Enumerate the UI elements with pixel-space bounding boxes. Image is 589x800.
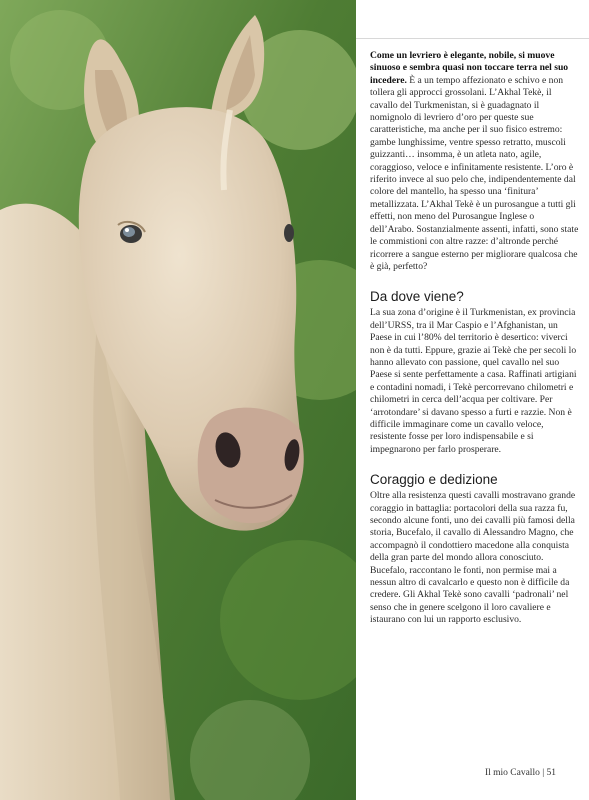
intro-body: È a un tempo affezionato e schivo e non tollera gli approcci grossolani. L’Akhal Tekè, il cavallo del Turkmenistan, si è guadagnato il nomignolo di levriero d’oro per queste sue caratteristiche, ma anche per il suo fisico estremo: gambe lunghissime, ventre spesso retratto, muscoli guizzanti… insomma, è un atleta nato, agile, coraggioso, veloce e infinitamente resistente. L’oro è riferito invece al suo pelo che, indipendentemente dal colore del mantello, ha spesso una ‘finitura’ metallizzata. L’Akhal Tekè è un purosangue a tutti gli effetti, non meno del Purosangue Inglese o dell’Arabo. Sostanzialmente assenti, infatti, sono state le commistioni con altre razze: d’altronde perché ricorrere a sangue esterno per migliorare qualcosa che è già, perfetto?: [370, 74, 579, 272]
article-column: [370, 50, 580, 627]
page-number: 51: [546, 768, 556, 778]
section-heading-origin: Da dove viene?: [370, 289, 464, 305]
section-paragraph-origin: La sua zona d’origine è il Turkmenistan, ex provincia dell’URSS, tra il Mar Caspio e l’Afghanistan, un Paese in cui l’80% del territorio è desertico: viverci non è da tutti. Eppure, grazie ai Tekè che per secoli lo hanno allevato con passione, quel cavallo nel suo Paese si sente perfettamente a casa. Raffinati artigiani e contadini nomadi, i Tekè percorrevano chilometri e chilometri in cerca dell’acqua per coltivare. Per ‘arrotondare’ si davano spesso a furti e razzie. Non è difficile immaginare come un cavallo veloce, resistente fosse per loro indispensabile e si impegnarono per farlo prosperare.: [370, 307, 577, 455]
page-footer: Il mio Cavallo | 51: [484, 768, 556, 778]
magazine-name: Il mio Cavallo: [484, 768, 540, 778]
section-paragraph-courage: Oltre alla resistenza questi cavalli mostravano grande coraggio in battaglia: portacolori della sua razza fu, secondo alcune fonti, uno dei cavalli più famosi della storia, Bucefalo, il cavallo di Alessandro Magno, che accompagnò il condottiero macedone alla conquista della gran parte del mondo allora conosciuto. Bucefalo, raccontano le fonti, non permise mai a nessun altro di cavalcarlo e questo non è difficile da credere. Gli Akhal Tekè sono cavalli ‘padronali’ nel senso che in genere scelgono il loro cavaliere e istaurano con lui un rapporto esclusivo.: [370, 490, 576, 626]
intro-paragraph: [370, 50, 580, 273]
intro-lead: Come un levriero è elegante, nobile, si muove sinuoso e sembra quasi non toccare terra nel suo incedere.: [370, 50, 569, 86]
top-rule: [356, 38, 589, 39]
section-heading-courage: Coraggio e dedizione: [370, 472, 498, 488]
